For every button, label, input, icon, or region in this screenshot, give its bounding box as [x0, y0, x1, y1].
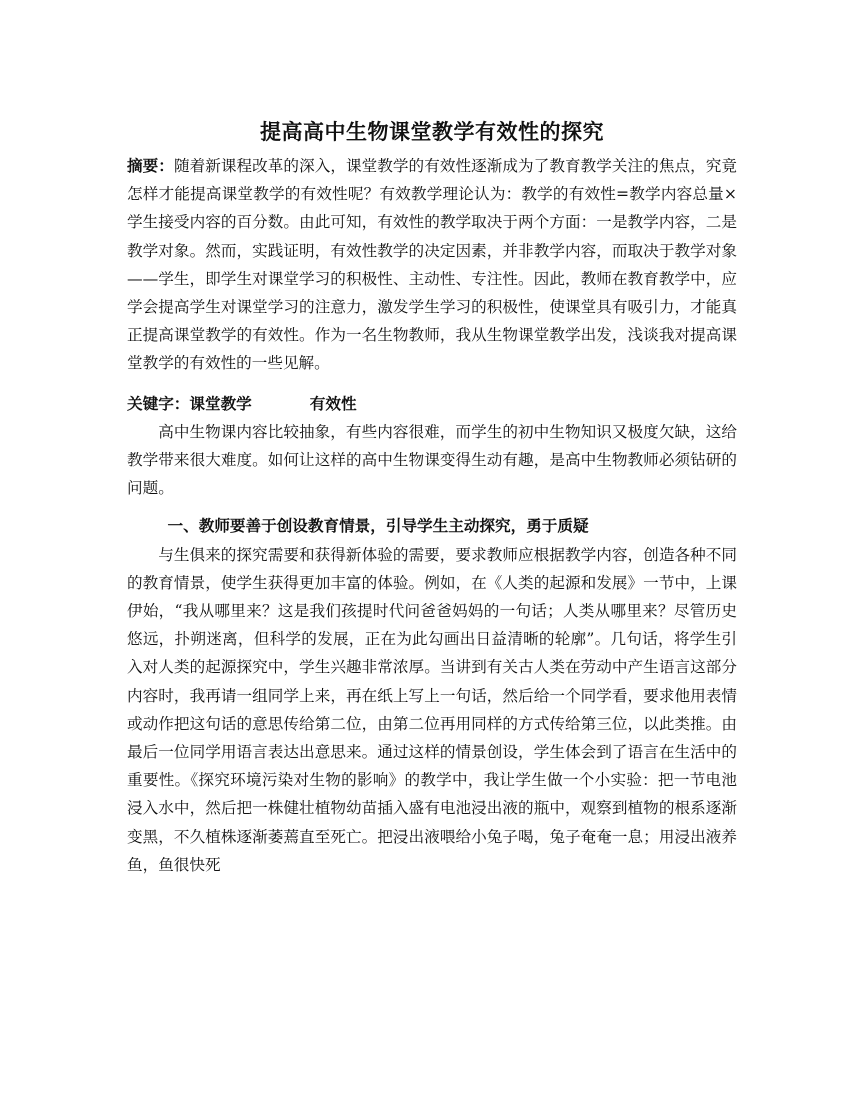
keyword-1: 课堂教学: [189, 393, 252, 413]
keywords-label: 关键字：: [127, 393, 190, 413]
intro-paragraph: 高中生物课内容比较抽象，有些内容很难，而学生的初中生物知识又极度欠缺，这给教学带来很大难度。如何让这样的高中生物课变得生动有趣，是高中生物教师必须钻研的问题。: [127, 422, 737, 498]
abstract-text: 随着新课程改革的深入，课堂教学的有效性逐渐成为了教育教学关注的焦点，究竟怎样才能提高课堂教学的有效性呢？有效教学理论认为：教学的有效性=教学内容总量×学生接受内容的百分数。由此可知，有效性的教学取决于两个方面：一是教学内容，二是教学对象。然而，实践证明，有效性教学的决定因素，并非教学内容，而取决于教学对象——学生，即学生对课堂学习的积极性、主动性、专注性。因此，教师在教育教学中，应学会提高学生对课堂学习的注意力，激发学生学习的积极性，使课堂具有吸引力，才能真正提高课堂教学的有效性。作为一名生物教师，我从生物课堂教学出发，浅谈我对提高课堂教学的有效性的一些见解。: [127, 157, 737, 373]
keyword-2: 有效性: [309, 393, 357, 413]
abstract-label: 摘要：: [127, 156, 174, 175]
keywords-line: [127, 390, 737, 418]
document-page: [127, 112, 737, 879]
section-1-body: 与生俱来的探究需要和获得新体验的需要，要求教师应根据教学内容，创造各种不同的教育情景，使学生获得更加丰富的体验。例如，在《人类的起源和发展》一节中，上课伊始，“我从哪里来？这是我们孩提时代问爸爸妈妈的一句话；人类从哪里来？尽管历史悠远，扑朔迷离，但科学的发展，正在为此勾画出日益清晰的轮廓”。几句话，将学生引入对人类的起源探究中，学生兴趣非常浓厚。当讲到有关古人类在劳动中产生语言这部分内容时，我再请一组同学上来，再在纸上写上一句话，然后给一个同学看，要求他用表情或动作把这句话的意思传给第二位，由第二位再用同样的方式传给第三位，以此类推。由最后一位同学用语言表达出意思来。通过这样的情景创设，学生体会到了语言在生活中的重要性。《探究环境污染对生物的影响》的教学中，我让学生做一个小实验：把一节电池浸入水中，然后把一株健壮植物幼苗插入盛有电池浸出液的瓶中，观察到植物的根系逐渐变黑，不久植株逐渐萎蔫直至死亡。把浸出液喂给小兔子喝，兔子奄奄一息；用浸出液养鱼，鱼很快死: [127, 545, 737, 874]
section-1-heading: 一、教师要善于创设教育情景，引导学生主动探究，勇于质疑: [167, 516, 589, 536]
document-title: 提高高中生物课堂教学有效性的探究: [260, 119, 604, 144]
abstract-paragraph: [127, 152, 737, 378]
